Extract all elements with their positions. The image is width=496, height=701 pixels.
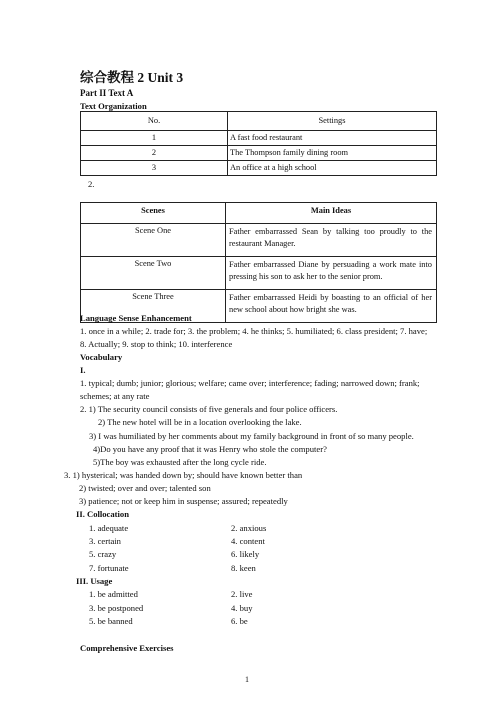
- table-row: [81, 131, 437, 146]
- page-title: 综合教程 2 Unit 3: [80, 70, 184, 85]
- page-number: 1: [245, 675, 249, 684]
- text-line: 4)Do you have any proof that it was Henry who stole the computer?: [93, 444, 327, 454]
- list-item: 3. be postponed: [89, 603, 144, 613]
- text-line: 2. 1) The security council consists of five generals and four police officers.: [80, 404, 338, 414]
- list-item: 1. adequate: [89, 523, 129, 533]
- table-cell: A fast food restaurant: [228, 131, 437, 146]
- table-cell: 2: [81, 146, 228, 161]
- section-heading: Vocabulary: [80, 352, 123, 362]
- list-item: 4. buy: [231, 603, 253, 613]
- scenes-table: [80, 202, 437, 323]
- list-item: 1. be admitted: [89, 589, 138, 599]
- table-cell: Father embarrassed Heidi by boasting to an official of her new school about how bright she was.: [226, 290, 437, 323]
- section-heading: III. Usage: [76, 576, 113, 586]
- table-header-settings: Settings: [228, 112, 437, 131]
- table-row: [81, 146, 437, 161]
- list-item: 5. crazy: [89, 549, 117, 559]
- text-line: 1. typical; dumb; junior; glorious; welfare; came over; interference; fading; narrowed down; frank;: [80, 378, 420, 388]
- table-header-scenes: Scenes: [81, 203, 226, 224]
- table-cell: An office at a high school: [228, 161, 437, 176]
- section-heading: Comprehensive Exercises: [80, 643, 174, 653]
- text-line: schemes; at any rate: [80, 391, 150, 401]
- list-item: 4. content: [231, 536, 265, 546]
- list-item: 8. keen: [231, 563, 256, 573]
- text-line: 3) patience; not or keep him in suspense; assured; repeatedly: [79, 496, 288, 506]
- list-item: 3. certain: [89, 536, 121, 546]
- item-number: 2.: [88, 179, 95, 189]
- list-item: 2. anxious: [231, 523, 267, 533]
- text-line: 5)The boy was exhausted after the long cycle ride.: [93, 457, 267, 467]
- text-line: 8. Actually; 9. stop to think; 10. interference: [80, 339, 233, 349]
- list-item: 5. be banned: [89, 616, 133, 626]
- table-cell: The Thompson family dining room: [228, 146, 437, 161]
- table-cell: 1: [81, 131, 228, 146]
- table-header-no: No.: [81, 112, 228, 131]
- text-line: 3) I was humiliated by her comments about my family background in front of so many people.: [89, 431, 414, 441]
- table-cell: Scene Three: [81, 290, 226, 323]
- section-heading: Language Sense Enhancement: [80, 313, 192, 323]
- table-cell: Father embarrassed Sean by talking too proudly to the restaurant Manager.: [226, 224, 437, 257]
- part-heading: Part II Text A: [80, 88, 134, 98]
- settings-table: [80, 111, 437, 176]
- table-cell: 3: [81, 161, 228, 176]
- text-line: 2) twisted; over and over; talented son: [79, 483, 211, 493]
- table-row: [81, 161, 437, 176]
- text-line: 2) The new hotel will be in a location overlooking the lake.: [98, 417, 302, 427]
- table-cell: Scene One: [81, 224, 226, 257]
- table-row: [81, 224, 437, 257]
- section-heading: II. Collocation: [76, 509, 129, 519]
- list-item: 6. likely: [231, 549, 260, 559]
- list-item: 6. be: [231, 616, 248, 626]
- section-number: I.: [80, 365, 86, 375]
- table-cell: Father embarrassed Diane by persuading a work mate into pressing his son to ask her to the senior prom.: [226, 257, 437, 290]
- table-cell: Scene Two: [81, 257, 226, 290]
- text-line: 3. 1) hysterical; was handed down by; should have known better than: [64, 470, 303, 480]
- list-item: 7. fortunate: [89, 563, 129, 573]
- text-line: 1. once in a while; 2. trade for; 3. the problem; 4. he thinks; 5. humiliated; 6. class president; 7. have;: [80, 326, 428, 336]
- list-item: 2. live: [231, 589, 253, 599]
- table-header-main-ideas: Main Ideas: [226, 203, 437, 224]
- table-row: [81, 257, 437, 290]
- text-organization-heading: Text Organization: [80, 101, 147, 111]
